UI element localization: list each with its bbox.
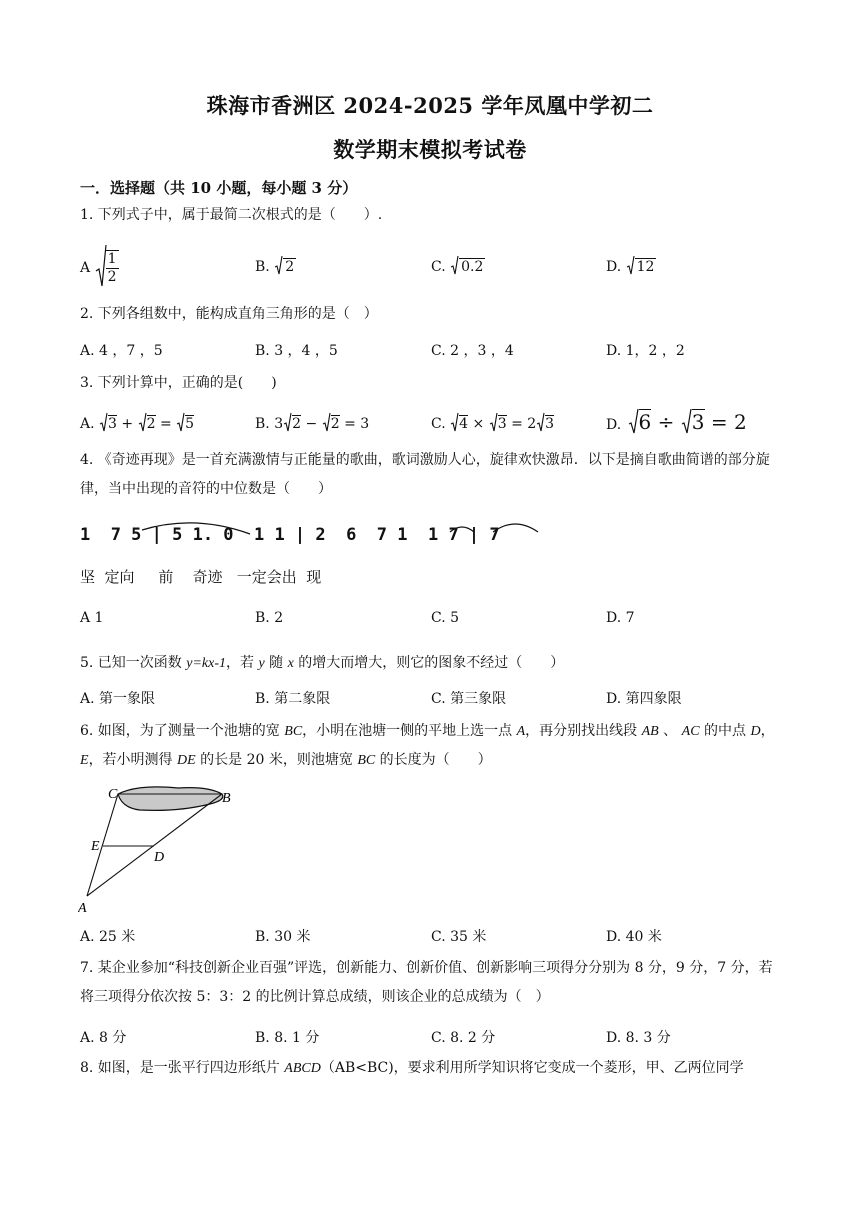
question-1-stem: 1. 下列式子中，属于最简二次根式的是（ ）. [80,207,383,223]
q4-option-a: A 1 [80,610,104,626]
label-c: C [108,787,118,802]
pond-shape [118,787,223,811]
question-3-stem: 3. 下列计算中，正确的是( ) [80,375,277,391]
q1-option-a: A $\frac{1}{2}$ [80,244,119,292]
q2-option-a: A. 4 ，7 ，5 [80,343,163,359]
radical-sign-icon [681,408,692,439]
q1-option-b: B. 2 [255,255,296,279]
question-8-stem: 8. 如图，是一张平行四边形纸片 ABCD（AB<BC)，要求利用所学知识将它变成一个菱形，甲、乙两位同学 [80,1060,744,1076]
radical-sign-icon [450,412,459,436]
q4-option-d: D. 7 [606,610,635,626]
section-heading-choice: 一．选择题（共 10 小题，每小题 3 分） [80,179,358,197]
q7-option-a: A. 8 分 [80,1030,127,1046]
q5-option-c: C. 第三象限 [431,691,507,707]
q3-option-c: C. 4 × 3 = 2 3 [431,412,554,436]
music-notes: 1 7 5 | 5 1. 0 1 1 | 2 6 7 1 1 7 | 7 [80,525,500,545]
q5-option-a: A. 第一象限 [80,691,156,707]
radical-sign-icon [283,412,292,436]
fraction-one-half: $\frac{1}{2}$ [107,251,117,285]
radical-sign-icon [138,412,147,436]
question-6-stem: 6. 如图，为了测量一个池塘的宽 BC，小明在池塘一侧的平地上选一点 A，再分别找出线段 AB 、 AC 的中点 D，E，若小明测得 DE 的长是 20 米，则池塘宽 BC 的长度为（ ） [80,723,775,768]
q7-option-d: D. 8. 3 分 [606,1030,671,1046]
q1-option-c: C. 0.2 [431,255,485,279]
radical-sign-icon [322,412,331,436]
q5-option-d: D. 第四象限 [606,691,682,707]
label-e: E [91,839,100,854]
q3-option-d: D. 6 ÷ 3 = 2 [606,408,747,439]
q4-option-b: B. 2 [255,610,284,626]
radical-sign-icon [626,255,635,279]
radical-sign-icon [274,255,283,279]
pond-triangle-figure [78,782,248,917]
q6-option-a: A. 25 米 [80,929,136,945]
exam-title-line2: 数学期末模拟考试卷 [333,137,527,162]
question-7-stem: 7. 某企业参加“科技创新企业百强”评选，创新能力、创新价值、创新影响三项得分分别为 8 分，9 分，7 分，若将三项得分依次按 5：3：2 的比例计算总成绩，则该企业的总成绩为（ ） [80,960,773,1005]
radical-sign-icon [450,255,459,279]
radical-sign-icon [99,412,108,436]
question-2-stem: 2. 下列各组数中，能构成直角三角形的是（ ） [80,306,378,322]
q5-option-b: B. 第二象限 [255,691,331,707]
q2-option-c: C. 2 ，3 ，4 [431,343,514,359]
radical-sign-icon [489,412,498,436]
q7-option-b: B. 8. 1 分 [255,1030,320,1046]
music-score-excerpt [80,520,560,590]
question-5-stem: 5. 已知一次函数 y=kx-1，若 y 随 x 的增大而增大，则它的图象不经过（ ） [80,655,565,671]
question-4-stem: 4. 《奇迹再现》是一首充满激情与正能量的歌曲，歌词激励人心，旋律欢快激昂．以下是摘自歌曲简谱的部分旋律，当中出现的音符的中位数是（ ） [80,452,770,497]
label-b: B [222,791,231,806]
music-lyrics: 坚 定向 前 奇迹 一定会出 现 [80,568,322,586]
q2-option-d: D. 1，2 ，2 [606,343,685,359]
q3-option-b: B. 3 2 − 2 = 3 [255,412,369,436]
q6-option-d: D. 40 米 [606,929,662,945]
label-a: A [78,901,87,916]
q1-option-d: D. 12 [606,255,656,279]
q6-option-b: B. 30 米 [255,929,311,945]
radical-sign-icon [536,412,545,436]
q2-option-b: B. 3 ，4 ，5 [255,343,338,359]
q6-option-c: C. 35 米 [431,929,487,945]
q7-option-c: C. 8. 2 分 [431,1030,496,1046]
label-d: D [154,850,165,865]
q4-option-c: C. 5 [431,610,460,626]
q3-option-a: A. 3 + 2 = 5 [80,412,194,436]
radical-sign-icon [176,412,185,436]
exam-title-line1: 珠海市香洲区 2024-2025 学年凤凰中学初二 [206,93,654,118]
radical-sign-icon [628,408,639,439]
